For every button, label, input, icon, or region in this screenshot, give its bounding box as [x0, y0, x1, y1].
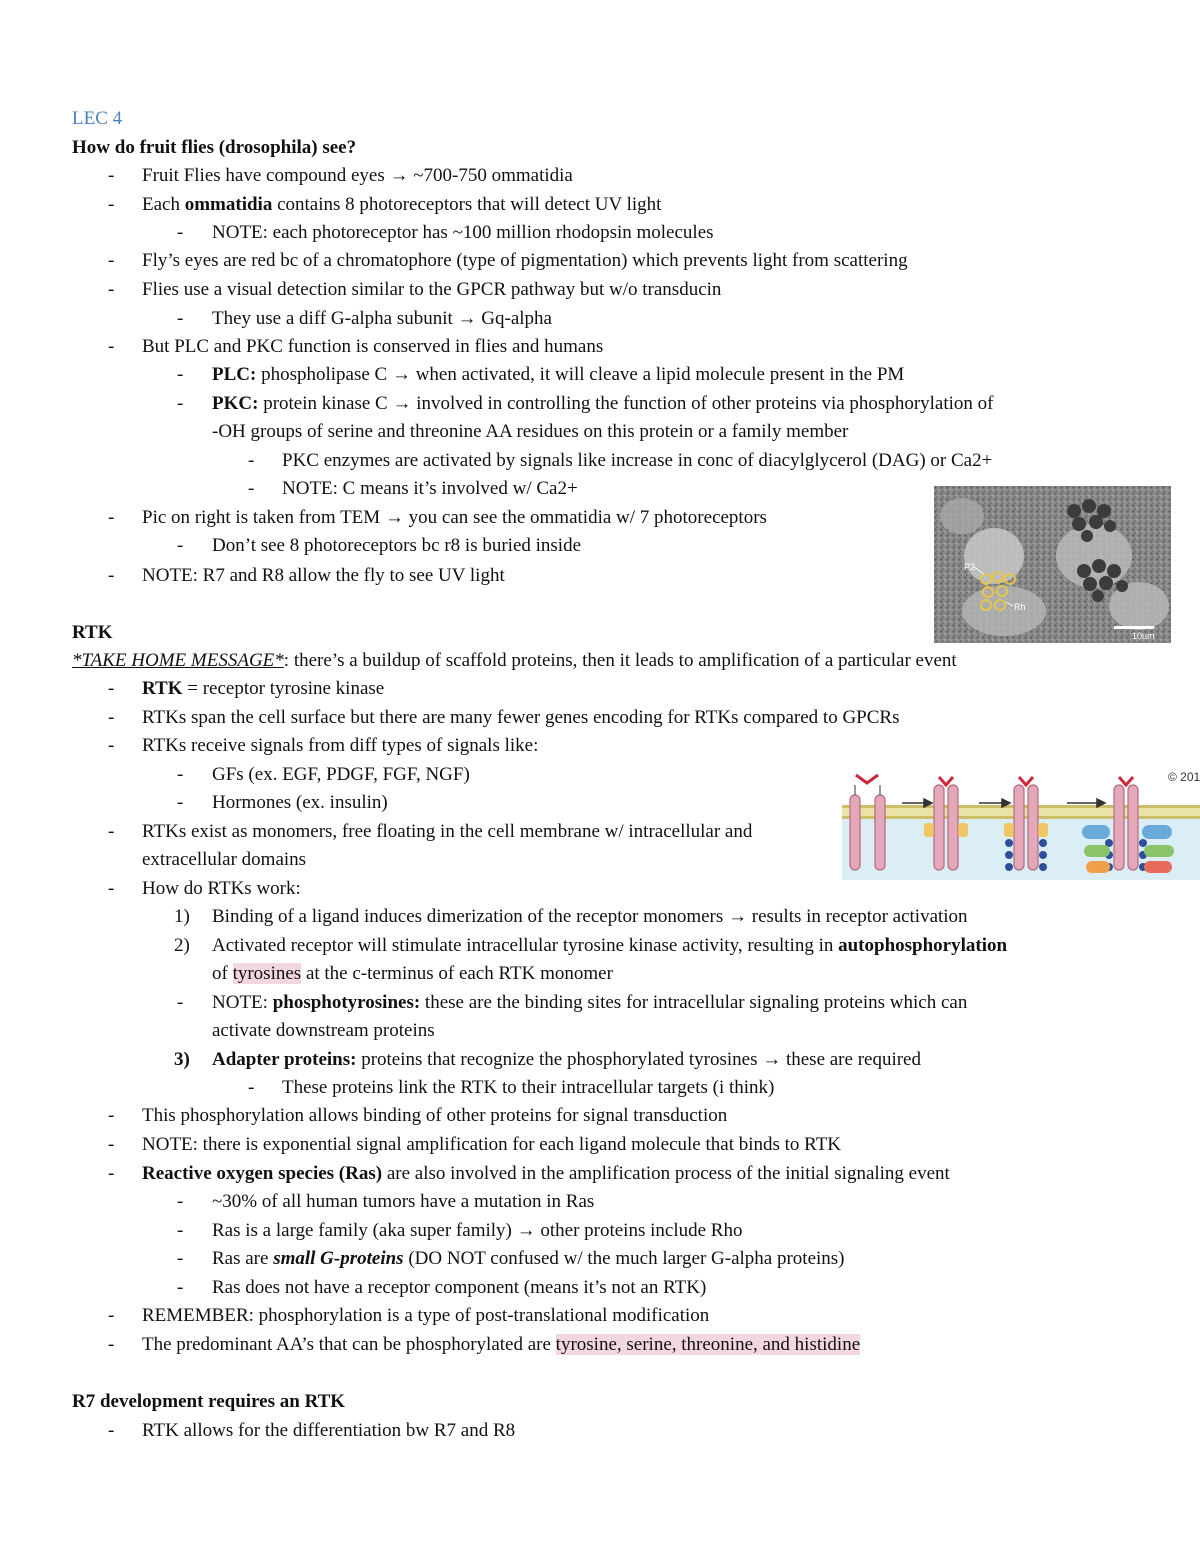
bullet-dash: - [177, 1248, 184, 1269]
rtk-dimerization-figure [842, 765, 1200, 880]
bullet-item: REMEMBER: phosphorylation is a type of post-translational modification [142, 1305, 710, 1326]
bullet-item: RTKs span the cell surface but there are many fewer genes encoding for RTKs compared to GPCRs [142, 707, 900, 728]
lecture-label: LEC 4 [72, 108, 123, 129]
bullet-item: RTKs exist as monomers, free floating in the cell membrane w/ intracellular and [142, 821, 753, 842]
bullet-item: PLC: phospholipase C → when activated, it will cleave a lipid molecule present in the PM [212, 364, 905, 385]
bullet-item: ~30% of all human tumors have a mutation in Ras [212, 1191, 595, 1212]
bullet-dash: - [177, 364, 184, 385]
bullet-item: But PLC and PKC function is conserved in flies and humans [142, 336, 604, 357]
bullet-dash: - [108, 336, 115, 357]
bullet-dash: - [108, 678, 115, 699]
bullet-item: NOTE: each photoreceptor has ~100 million rhodopsin molecules [212, 222, 714, 243]
bullet-dash: - [177, 1220, 184, 1241]
bullet-dash: - [177, 992, 184, 1013]
bullet-dash: - [108, 1105, 115, 1126]
bullet-dash: - [248, 1077, 255, 1098]
bullet-dash: - [108, 1134, 115, 1155]
bullet-dash: - [177, 792, 184, 813]
bullet-dash: - [108, 507, 115, 528]
bullet-item: They use a diff G-alpha subunit → Gq-alpha [212, 308, 552, 329]
bullet-dash: - [248, 450, 255, 471]
tem-scale-label: 10um [1132, 631, 1155, 641]
list-number: 3) [174, 1049, 190, 1070]
bullet-dash: - [248, 478, 255, 499]
bullet-item: Reactive oxygen species (Ras) are also involved in the amplification process of the initial signaling event [142, 1163, 950, 1184]
list-number: 2) [174, 935, 190, 956]
highlighted-text: tyrosine, serine, threonine, and histidine [555, 1334, 861, 1355]
bullet-item: Each ommatidia contains 8 photoreceptors that will detect UV light [142, 194, 662, 215]
bullet-item: Ras is a large family (aka super family) → other proteins include Rho [212, 1220, 743, 1241]
bullet-dash: - [108, 279, 115, 300]
bullet-item: NOTE: there is exponential signal amplification for each ligand molecule that binds to RTK [142, 1134, 842, 1155]
tem-label-p2: P2 [964, 562, 976, 572]
numbered-item: Activated receptor will stimulate intracellular tyrosine kinase activity, resulting in autophosphorylation [212, 935, 1008, 956]
bullet-item: Fly’s eyes are red bc of a chromatophore (type of pigmentation) which prevents light from scattering [142, 250, 908, 271]
bullet-item-continued: activate downstream proteins [212, 1020, 435, 1041]
bullet-dash: - [177, 764, 184, 785]
bullet-item: GFs (ex. EGF, PDGF, FGF, NGF) [212, 764, 470, 785]
bullet-item: Ras does not have a receptor component (means it’s not an RTK) [212, 1277, 707, 1298]
bullet-dash: - [108, 1420, 115, 1441]
list-number: 1) [174, 906, 190, 927]
bullet-item: RTKs receive signals from diff types of signals like: [142, 735, 539, 756]
bullet-dash: - [177, 1191, 184, 1212]
bullet-item: PKC: protein kinase C → involved in controlling the function of other proteins via phosphorylation of [212, 393, 994, 414]
bullet-dash: - [177, 1277, 184, 1298]
bullet-dash: - [177, 393, 184, 414]
bullet-item: Fruit Flies have compound eyes → ~700-750 ommatidia [142, 165, 573, 186]
bullet-item: This phosphorylation allows binding of other proteins for signal transduction [142, 1105, 728, 1126]
bullet-item: Pic on right is taken from TEM → you can see the ommatidia w/ 7 photoreceptors [142, 507, 767, 528]
bullet-item-continued: extracellular domains [142, 849, 307, 870]
take-home-message: *TAKE HOME MESSAGE*: there’s a buildup of scaffold proteins, then it leads to amplification of a particular event [72, 650, 957, 671]
bullet-item: Hormones (ex. insulin) [212, 792, 388, 813]
bullet-dash: - [108, 1305, 115, 1326]
bullet-item: Ras are small G-proteins (DO NOT confused w/ the much larger G-alpha proteins) [212, 1248, 845, 1269]
bullet-dash: - [177, 308, 184, 329]
bullet-item: How do RTKs work: [142, 878, 301, 899]
highlighted-text: tyrosines [232, 963, 302, 984]
bullet-item: RTK allows for the differentiation bw R7 and R8 [142, 1420, 516, 1441]
bullet-dash: - [177, 535, 184, 556]
bullet-item: Don’t see 8 photoreceptors bc r8 is buried inside [212, 535, 582, 556]
bullet-dash: - [108, 250, 115, 271]
numbered-item-continued: of tyrosines at the c-terminus of each RTK monomer [212, 963, 613, 984]
section-heading-rtk: RTK [72, 622, 113, 643]
bullet-item: RTK = receptor tyrosine kinase [142, 678, 385, 699]
numbered-item: Adapter proteins: proteins that recognize the phosphorylated tyrosines → these are required [212, 1049, 921, 1070]
bullet-item-continued: -OH groups of serine and threonine AA residues on this protein or a family member [212, 421, 849, 442]
bullet-dash: - [108, 1163, 115, 1184]
bullet-dash: - [108, 165, 115, 186]
numbered-item: Binding of a ligand induces dimerization of the receptor monomers → results in receptor activation [212, 906, 968, 927]
bullet-dash: - [108, 735, 115, 756]
section-heading-fruit-flies: How do fruit flies (drosophila) see? [72, 137, 357, 158]
bullet-item: NOTE: R7 and R8 allow the fly to see UV light [142, 565, 505, 586]
tem-label-rh: Rh [1014, 602, 1026, 612]
bullet-dash: - [108, 565, 115, 586]
bullet-item: NOTE: phosphotyrosines: these are the binding sites for intracellular signaling proteins which can [212, 992, 968, 1013]
bullet-dash: - [108, 878, 115, 899]
bullet-item: The predominant AA’s that can be phosphorylated are tyrosine, serine, threonine, and histidine [142, 1334, 861, 1355]
bullet-item: PKC enzymes are activated by signals like increase in conc of diacylglycerol (DAG) or Ca2+ [282, 450, 993, 471]
bullet-dash: - [108, 1334, 115, 1355]
bullet-dash: - [177, 222, 184, 243]
bullet-dash: - [108, 707, 115, 728]
bullet-dash: - [108, 194, 115, 215]
tem-micrograph-image [934, 486, 1171, 643]
figure-copyright: © 201 [1168, 770, 1200, 784]
bullet-item: NOTE: C means it’s involved w/ Ca2+ [282, 478, 578, 499]
bullet-item: Flies use a visual detection similar to the GPCR pathway but w/o transducin [142, 279, 722, 300]
section-heading-r7: R7 development requires an RTK [72, 1391, 346, 1412]
bullet-dash: - [108, 821, 115, 842]
bullet-item: These proteins link the RTK to their intracellular targets (i think) [282, 1077, 775, 1098]
